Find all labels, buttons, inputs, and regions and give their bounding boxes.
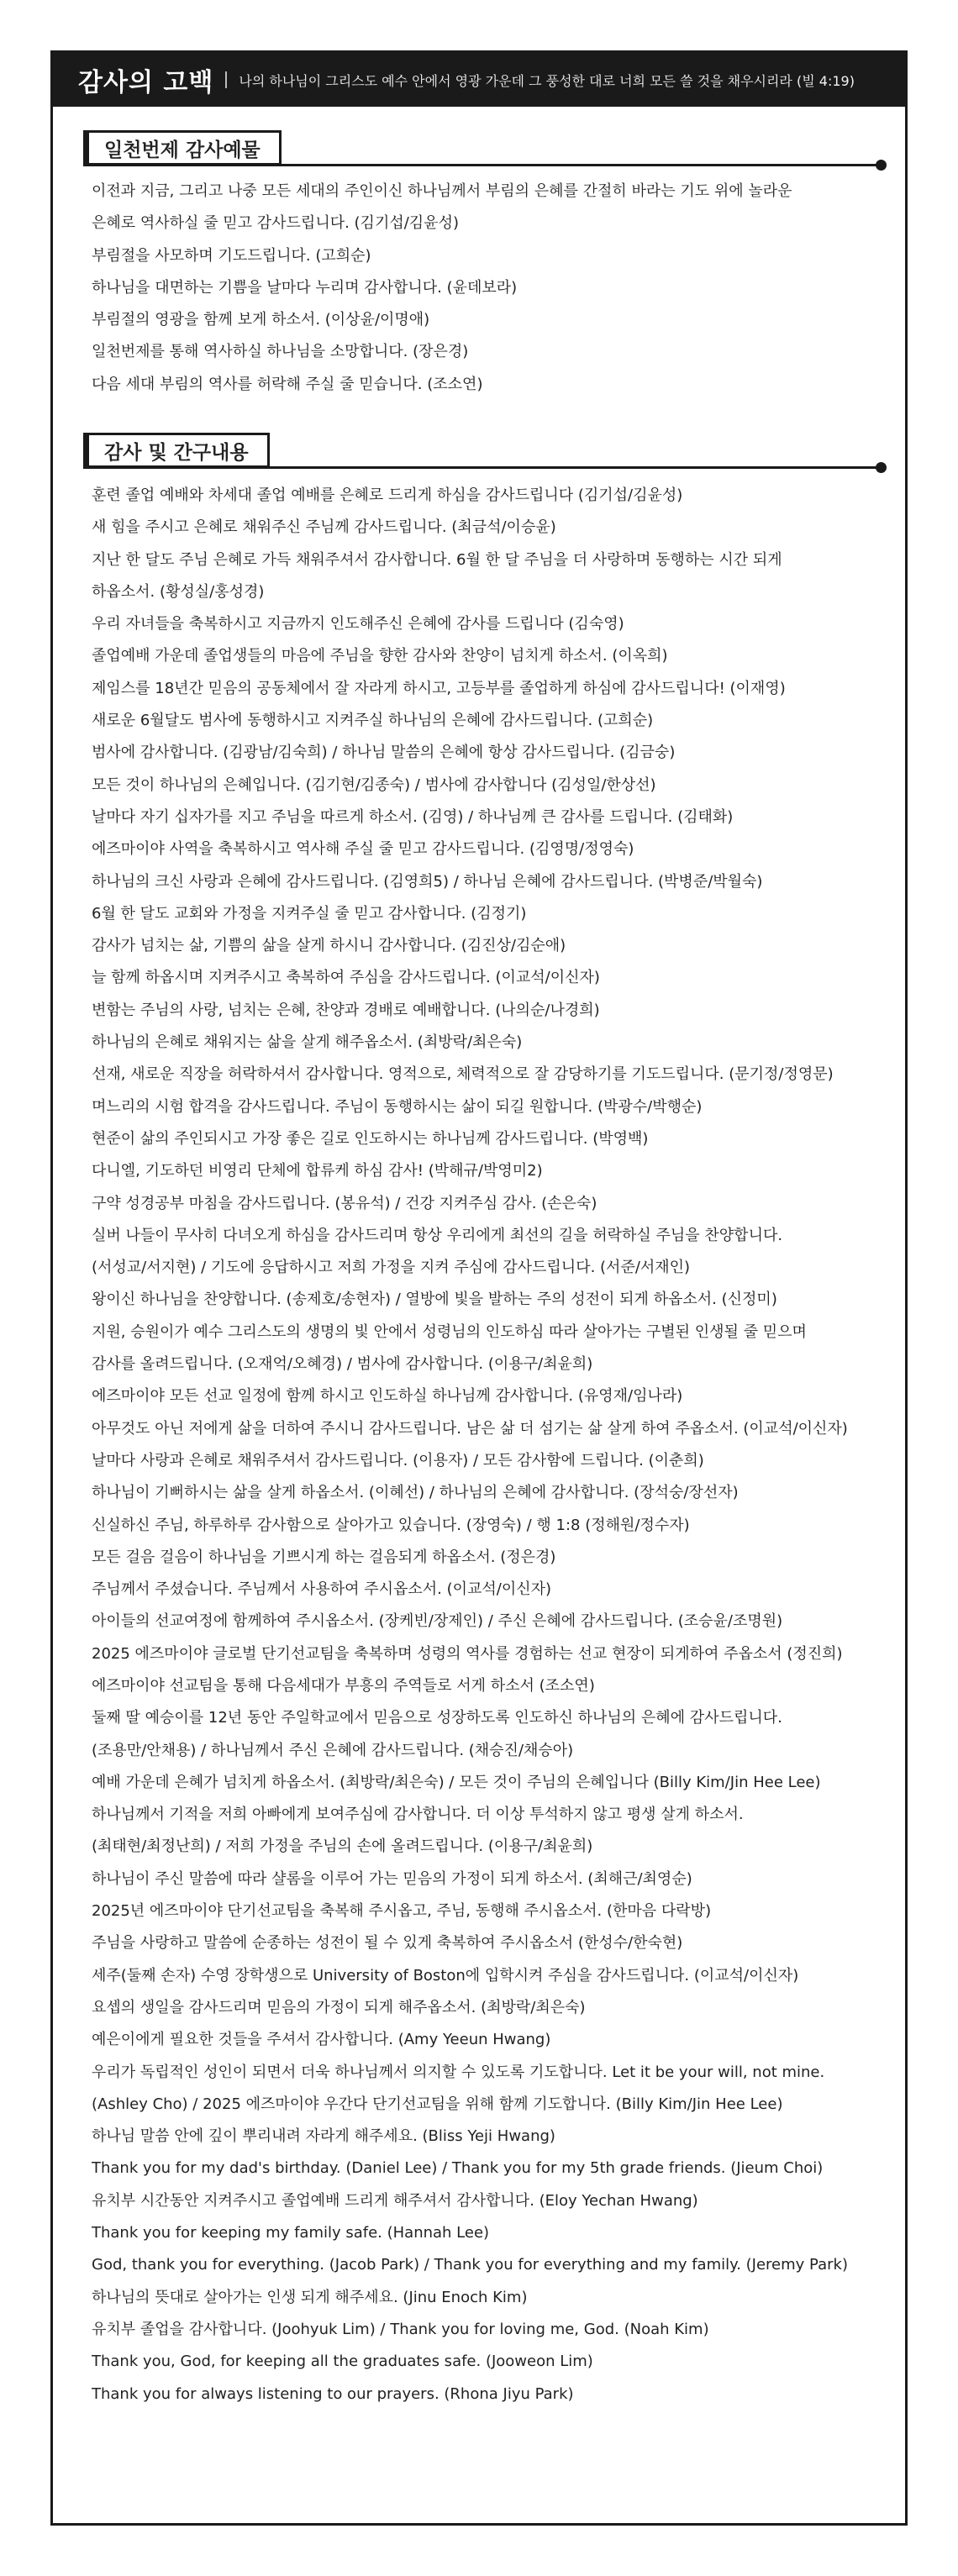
list-item: 하나님의 크신 사랑과 은혜에 감사드립니다. (김영희5) / 하나님 은혜에 감사드립니다. (박병준/박월숙) <box>92 872 763 891</box>
list-item: 하나님이 기뻐하시는 삶을 살게 하옵소서. (이혜선) / 하나님의 은혜에 감사합니다. (장석숭/장선자) <box>92 1484 739 1502</box>
list-item: 세주(둘째 손자) 수영 장학생으로 University of Boston에 입학시켜 주심을 감사드립니다. (이교석/이신자) <box>92 1966 799 1985</box>
list-item: 유치부 시간동안 지켜주시고 졸업예배 드리게 해주셔서 감사합니다. (Eloy Yechan Hwang) <box>92 2191 698 2210</box>
list-item: 모든 걸음 걸음이 하나님을 기쁘시게 하는 걸음되게 하옵소서. (정은경) <box>92 1548 556 1566</box>
list-item: 우리가 독립적인 성인이 되면서 더욱 하나님께서 의지할 수 있도록 기도합니다. Let it be your will, not mine. <box>92 2063 825 2081</box>
list-item: 신실하신 주님, 하루하루 감사함으로 살아가고 있습니다. (장영숙) / 행 1:8 (정해원/정수자) <box>92 1516 690 1534</box>
list-item: 에즈마이야 모든 선교 일정에 함께 하시고 인도하실 하나님께 감사합니다. (유영재/임나라) <box>92 1387 683 1406</box>
list-item: (최태현/최정난희) / 저희 가정을 주님의 손에 올려드립니다. (이용구/최윤희) <box>92 1837 593 1856</box>
list-item: 주님께서 주셨습니다. 주님께서 사용하여 주시옵소서. (이교석/이신자) <box>92 1580 552 1599</box>
list-item: 일천번제를 통해 역사하실 하나님을 소망합니다. (장은경) <box>92 343 469 361</box>
list-item: 주님을 사랑하고 말씀에 순종하는 성전이 될 수 있게 축복하여 주시옵소서 (한성수/한숙현) <box>92 1934 683 1953</box>
list-item: (조용만/안채용) / 하나님께서 주신 은혜에 감사드립니다. (채승진/채승아) <box>92 1741 574 1759</box>
offering-list <box>92 176 882 401</box>
list-item: 둘째 딸 예승이를 12년 동안 주일학교에서 믿음으로 성장하도록 인도하신 하나님의 은혜에 감사드립니다. <box>92 1709 782 1727</box>
list-item: 하나님이 주신 말씀에 따라 샬롬을 이루어 가는 믿음의 가정이 되게 하소서. (최해근/최영순) <box>92 1869 692 1888</box>
list-item: 감사를 올려드립니다. (오재억/오혜경) / 범사에 감사합니다. (이용구/최윤희) <box>92 1355 593 1374</box>
list-item: 현준이 삶의 주인되시고 가장 좋은 길로 인도하시는 하나님께 감사드립니다. (박영백) <box>92 1129 649 1148</box>
list-item: 선재, 새로운 직장을 허락하셔서 감사합니다. 영적으로, 체력적으로 잘 감당하기를 기도드립니다. (문기정/정영문) <box>92 1065 834 1084</box>
section-heading-prayer <box>83 433 880 471</box>
list-item: 늘 함께 하옵시며 지켜주시고 축복하여 주심을 감사드립니다. (이교석/이신자) <box>92 969 600 987</box>
page-title: 감사의 고백 <box>78 68 214 97</box>
list-item: 부림절을 사모하며 기도드립니다. (고희순) <box>92 246 371 265</box>
list-item: 2025년 에즈마이야 단기선교팀을 축복해 주시옵고, 주님, 동행해 주시옵소서. (한마음 다락방) <box>92 1902 712 1921</box>
list-item: 범사에 감사합니다. (김광남/김숙희) / 하나님 말씀의 은혜에 항상 감사드립니다. (김금숭) <box>92 744 676 762</box>
list-item: 하나님의 뜻대로 살아가는 인생 되게 해주세요. (Jinu Enoch Kim) <box>92 2288 528 2306</box>
list-item: God, thank you for everything. (Jacob Park) / Thank you for everything and my family. (Jeremy Park) <box>92 2256 848 2274</box>
thanksgiving-board <box>50 50 908 2526</box>
rule-end-dot <box>876 462 887 473</box>
list-item: 훈련 졸업 예배와 차세대 졸업 예배를 은혜로 드리게 하심을 감사드립니다 (김기섭/김윤성) <box>92 486 683 504</box>
list-item: Thank you for my dad's birthday. (Daniel Lee) / Thank you for my 5th grade friends. (Jieum Choi) <box>92 2159 824 2178</box>
list-item <box>92 2474 882 2506</box>
list-item: Thank you for keeping my family safe. (Hannah Lee) <box>92 2224 490 2242</box>
header-verse: 나의 하나님이 그리스도 예수 안에서 영광 가운데 그 풍성한 대로 너희 모든 쓸 것을 채우시리라 (빌 4:19) <box>239 72 855 89</box>
list-item: 에즈마이야 사역을 축복하시고 역사해 주실 줄 믿고 감사드립니다. (김영명/정영숙) <box>92 840 634 859</box>
list-item: 하나님께서 기적을 저희 아빠에게 보여주심에 감사합니다. 더 이상 투석하지 않고 평생 살게 하소서. <box>92 1806 744 1824</box>
list-item: 며느리의 시험 합격을 감사드립니다. 주님이 동행하시는 삶이 되길 원합니다. (박광수/박행순) <box>92 1097 703 1116</box>
list-item: 지원, 승원이가 예수 그리스도의 생명의 빛 안에서 성령님의 인도하심 따라 살아가는 구별된 인생될 줄 믿으며 <box>92 1322 807 1341</box>
list-item: 새 힘을 주시고 은혜로 채워주신 주님께 감사드립니다. (최금석/이승윤) <box>92 518 556 537</box>
list-item: 예은이에게 필요한 것들을 주셔서 감사합니다. (Amy Yeeun Hwang) <box>92 2031 551 2049</box>
list-item: 구약 성경공부 마침을 감사드립니다. (봉유석) / 건강 지켜주심 감사. (손은숙) <box>92 1194 597 1212</box>
section-heading-offering <box>83 130 880 169</box>
list-item: 하나님의 은혜로 채워지는 삶을 살게 해주옵소서. (최방락/최은숙) <box>92 1033 523 1052</box>
list-item: Thank you for always listening to our prayers. (Rhona Jiyu Park) <box>92 2384 574 2403</box>
list-item: 새로운 6월달도 범사에 동행하시고 지켜주실 하나님의 은혜에 감사드립니다. (고희순) <box>92 712 654 730</box>
list-item: 다니엘, 기도하던 비영리 단체에 합류케 하심 감사! (박해규/박영미2) <box>92 1162 543 1180</box>
list-item: 우리 자녀들을 축복하시고 지금까지 인도해주신 은혜에 감사를 드립니다 (김숙영) <box>92 615 624 633</box>
header-divider <box>225 71 227 88</box>
list-item: 부림절의 영광을 함께 보게 하소서. (이상윤/이명애) <box>92 311 430 329</box>
list-item: (서성교/서지현) / 기도에 응답하시고 저희 가정을 지켜 주심에 감사드립니다. (서준/서재인) <box>92 1259 691 1277</box>
list-item: (Ashley Cho) / 2025 에즈마이야 우간다 단기선교팀을 위해 함께 기도합니다. (Billy Kim/Jin Hee Lee) <box>92 2095 783 2113</box>
list-item <box>92 2410 882 2442</box>
list-item: 제임스를 18년간 믿음의 공동체에서 잘 자라게 하시고, 고등부를 졸업하게 하심에 감사드립니다! (이재영) <box>92 679 786 697</box>
list-item: 졸업예배 가운데 졸업생들의 마음에 주님을 향한 감사와 찬양이 넘치게 하소서. (이옥희) <box>92 647 668 665</box>
list-item: 2025 에즈마이야 글로벌 단기선교팀을 축복하며 성령의 역사를 경험하는 선교 현장이 되게하여 주옵소서 (정진희) <box>92 1644 843 1663</box>
list-item: 아이들의 선교여정에 함께하여 주시옵소서. (장케빈/장제인) / 주신 은혜에 감사드립니다. (조승윤/조명원) <box>92 1612 783 1631</box>
list-item: 날마다 사랑과 은혜로 채워주셔서 감사드립니다. (이용자) / 모든 감사함에 드립니다. (이춘희) <box>92 1451 704 1469</box>
list-item: Thank you, God, for keeping all the graduates safe. (Jooweon Lim) <box>92 2353 593 2371</box>
section-title-offering: 일천번제 감사예물 <box>83 130 282 166</box>
list-item: 이전과 지금, 그리고 나중 모든 세대의 주인이신 하나님께서 부림의 은혜를 간절히 바라는 기도 위에 놀라운 <box>92 182 792 200</box>
list-item: 지난 한 달도 주님 은혜로 가득 채워주셔서 감사합니다. 6월 한 달 주님을 더 사랑하며 동행하는 시간 되게 <box>92 550 782 569</box>
list-item: 하옵소서. (황성실/홍성경) <box>92 582 265 601</box>
list-item: 하나님 말씀 안에 깊이 뿌리내려 자라게 해주세요. (Bliss Yeji Hwang) <box>92 2127 555 2146</box>
list-item: 다음 세대 부림의 역사를 허락해 주실 줄 믿습니다. (조소연) <box>92 375 483 393</box>
rule-end-dot <box>876 160 887 171</box>
list-item: 감사가 넘치는 삶, 기쁨의 삶을 살게 하시니 감사합니다. (김진상/김순애) <box>92 937 566 955</box>
list-item: 요셉의 생일을 감사드리며 믿음의 가정이 되게 해주옵소서. (최방락/최은숙) <box>92 1998 586 2016</box>
section-title-prayer: 감사 및 간구내용 <box>83 433 270 468</box>
list-item: 6월 한 달도 교회와 가정을 지켜주실 줄 믿고 감사합니다. (김정기) <box>92 904 527 923</box>
list-item: 실버 나들이 무사히 다녀오게 하심을 감사드리며 항상 우리에게 최선의 길을 허락하실 주님을 찬양합니다. <box>92 1226 783 1244</box>
list-item: 아무것도 아닌 저에게 삶을 더하여 주시니 감사드립니다. 남은 삶 더 섬기는 삶 살게 하여 주옵소서. (이교석/이신자) <box>92 1419 848 1438</box>
header-bar <box>53 53 905 107</box>
list-item: 유치부 졸업을 감사합니다. (Joohyuk Lim) / Thank you for loving me, God. (Noah Kim) <box>92 2320 709 2338</box>
list-item: 은혜로 역사하실 줄 믿고 감사드립니다. (김기섭/김윤성) <box>92 214 459 233</box>
list-item: 모든 것이 하나님의 은혜입니다. (김기현/김종숙) / 범사에 감사합니다 (김성일/한상선) <box>92 775 656 794</box>
list-item: 하나님을 대면하는 기쁨을 날마다 누리며 감사합니다. (윤데보라) <box>92 278 518 297</box>
list-item: 날마다 자기 십자가를 지고 주님을 따르게 하소서. (김영) / 하나님께 큰 감사를 드립니다. (김태화) <box>92 807 734 826</box>
list-item: 예배 가운데 은혜가 넘치게 하옵소서. (최방락/최은숙) / 모든 것이 주님의 은혜입니다 (Billy Kim/Jin Hee Lee) <box>92 1773 821 1791</box>
list-item <box>92 2442 882 2474</box>
list-item: 왕이신 하나님을 찬양합니다. (송제호/송현자) / 열방에 빛을 발하는 주의 성전이 되게 하옵소서. (신정미) <box>92 1291 777 1309</box>
list-item: 에즈마이야 선교팀을 통해 다음세대가 부흥의 주역들로 서게 하소서 (조소연) <box>92 1676 595 1695</box>
prayer-list <box>92 480 882 2507</box>
list-item: 변함는 주님의 사랑, 넘치는 은혜, 찬양과 경배로 예배합니다. (나의순/나경희) <box>92 1001 600 1019</box>
